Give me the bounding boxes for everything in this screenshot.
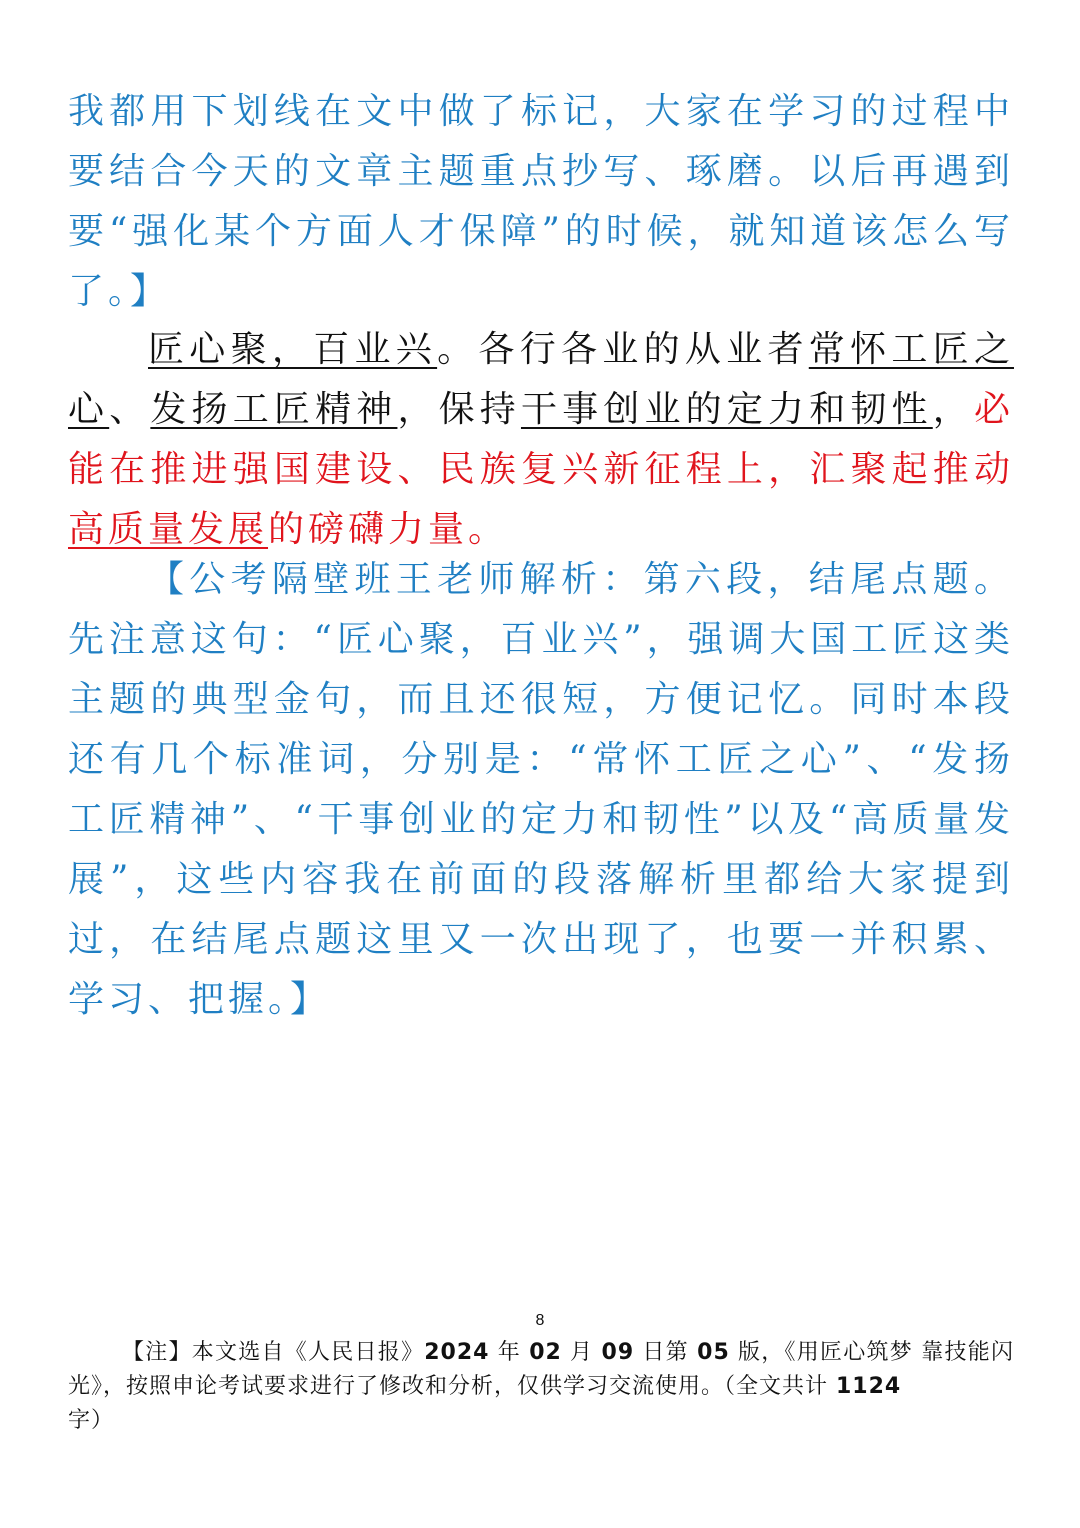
note-word-count: 1124 [836, 1374, 902, 1399]
source-note [68, 1336, 1014, 1438]
analysis-paragraph-continued [68, 82, 1014, 322]
analysis-paragraph-six [68, 550, 1014, 1030]
note-month: 02 [529, 1340, 562, 1365]
underlined-phrase-dingli: 干事创业的定力和韧性 [520, 389, 933, 430]
note-year: 2024 [424, 1340, 490, 1365]
note-text: 月 [561, 1340, 602, 1365]
note-text: 版，《用匠心筑梦 靠技能闪光》，按照申论考试要求进行了修改和分析，仅供学习交流使用。（全文共计 [68, 1340, 1014, 1399]
note-prefix: 【注】本文选自《人民日报》 [122, 1340, 425, 1365]
note-day: 09 [601, 1340, 635, 1365]
body-text: ， [932, 389, 974, 430]
article-paragraph-six [68, 320, 1014, 560]
highlighted-red-text-end: 的磅礴力量。 [268, 509, 509, 550]
analysis-text: 【公考隔壁班王老师解析：第六段，结尾点题。先注意这句：“匠心聚，百业兴”，强调大国工匠这类主题的典型金句，而且还很短，方便记忆。同时本段还有几个标准词，分别是：“常怀工匠之心”、“发扬工匠精神”、“干事创业的定力和韧性”以及“高质量发展”，这些内容我在前面的段落解析里都给大家提到过，在结尾点题这里又一次出现了，也要一并积累、学习、把握。】 [68, 559, 1014, 1020]
underlined-phrase-changhuai: 常怀工匠之心 [68, 329, 1014, 430]
underlined-phrase-jiangxin: 匠心聚，百业兴 [148, 329, 438, 370]
note-suffix: 字） [68, 1408, 115, 1433]
page-number: 8 [535, 1312, 545, 1329]
note-text: 日第 [634, 1340, 698, 1365]
body-text: 。各行各业的从业者 [437, 329, 809, 370]
note-edition: 05 [697, 1340, 730, 1365]
underlined-red-phrase-gaozhiliang: 高质量发展 [68, 509, 269, 550]
underlined-phrase-fayang: 发扬工匠精神 [150, 389, 398, 430]
highlighted-red-text: 必能在推进强国建设、民族复兴新征程上，汇聚起推动 [68, 389, 1014, 490]
body-text: ，保持 [397, 389, 521, 430]
analysis-text: 我都用下划线在文中做了标记，大家在学习的过程中要结合今天的文章主题重点抄写、琢磨。以后再遇到要“强化某个方面人才保障”的时候，就知道该怎么写了。】 [68, 91, 1014, 312]
note-text: 年 [489, 1340, 530, 1365]
body-text: 、 [109, 389, 151, 430]
